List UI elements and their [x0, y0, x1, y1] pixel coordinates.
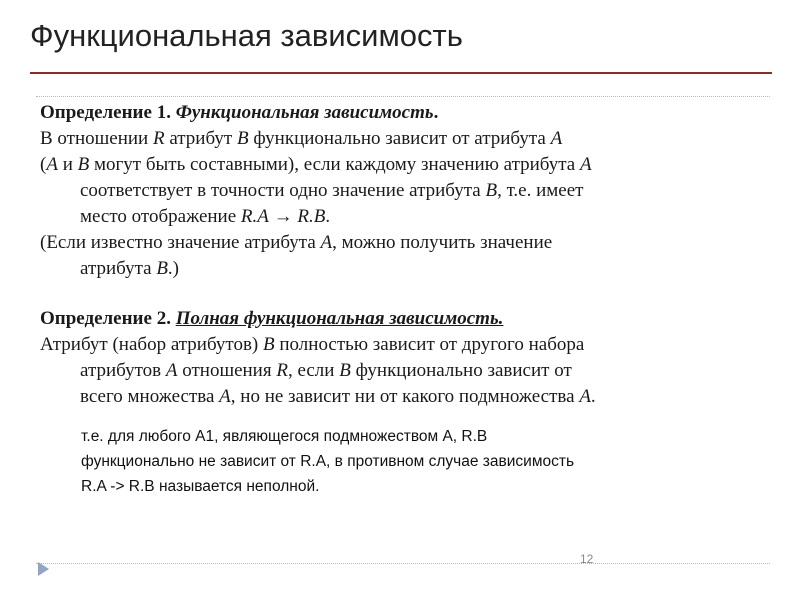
definition-2-label: Определение 2. [40, 308, 176, 329]
definition-1-label: Определение 1. [40, 102, 176, 123]
content-bottom-border [36, 563, 770, 564]
content-top-border [36, 96, 770, 97]
definition-1-line-3: соответствует в точности одно значение атрибута B, т.е. имеет [80, 180, 584, 201]
definition-1-line-1: В отношении R атрибут B функционально зависит от атрибута A [40, 128, 563, 149]
note-line-3: R.A -> R.B называется неполной. [81, 478, 320, 495]
note-line-2: функционально не зависит от R.A, в противном случае зависимость [81, 453, 575, 470]
definition-2-term: Полная функциональная зависимость. [175, 308, 504, 329]
definition-1-line-4: место отображение R.A → R.B. [80, 206, 331, 227]
definition-1-heading: Определение 1. Функциональная зависимость. [40, 102, 439, 123]
definition-1-line-5: (Если известно значение атрибута A, можно получить значение [40, 232, 553, 253]
page-number: 12 [580, 552, 594, 566]
definition-2-line-2: атрибутов A отношения R, если B функционально зависит от [80, 360, 572, 381]
note-line-1: т.е. для любого А1, являющегося подмножеством А, R.B [81, 428, 488, 445]
title-divider [30, 72, 772, 74]
slide-body [40, 100, 770, 499]
definition-2-line-3: всего множества A, но не зависит ни от какого подмножества A. [80, 386, 596, 407]
definition-1-line-6: атрибута B.) [80, 258, 179, 279]
triangle-right-icon[interactable] [38, 562, 49, 576]
definition-1-term: Функциональная зависимость [175, 102, 434, 123]
definition-1-line-2: (A и B могут быть составными), если каждому значению атрибута A [40, 154, 592, 175]
definition-2-heading [40, 306, 770, 332]
slide-title: Функциональная зависимость [30, 18, 463, 53]
definition-2-line-1: Атрибут (набор атрибутов) B полностью зависит от другого набора [40, 334, 585, 355]
